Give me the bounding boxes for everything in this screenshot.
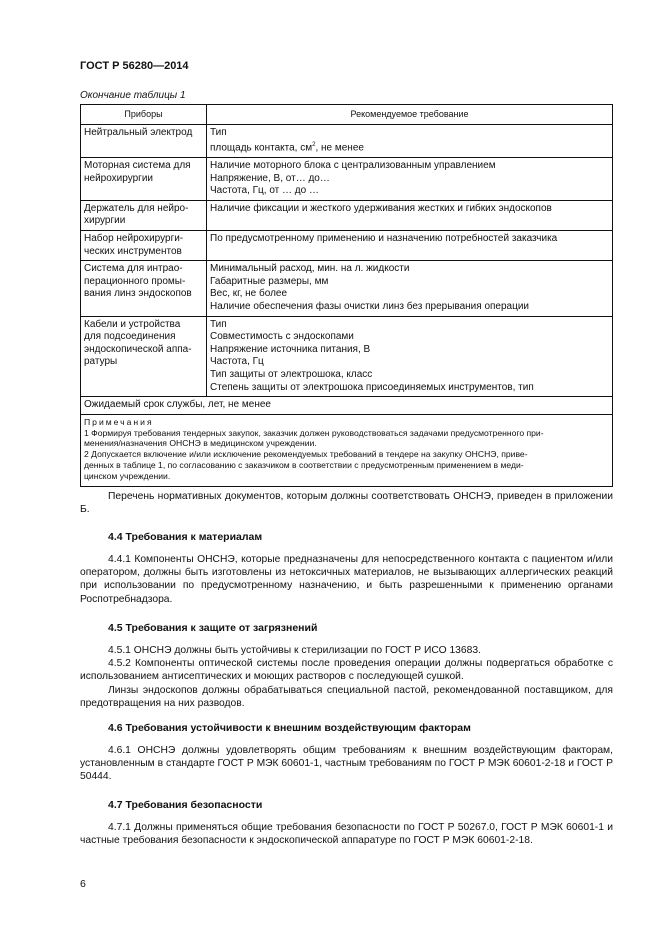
requirement-line: Наличие фиксации и жесткого удерживания жестких и гибких эндоскопов (210, 202, 552, 214)
table-caption: Окончание таблицы 1 (80, 90, 186, 101)
requirement-cell (207, 231, 613, 261)
table-row (81, 158, 613, 201)
device-line: Система для интрао- (84, 263, 183, 275)
note-line: цинском учреждении. (84, 470, 171, 481)
device-line: Набор нейрохирурги- (84, 233, 184, 245)
device-line: эндоскопической аппа- (84, 343, 192, 355)
device-cell (81, 261, 207, 316)
paragraph-4-5-1: 4.5.1 ОНСНЭ должны быть устойчивы к стерилизации по ГОСТ Р ИСО 13683. (108, 645, 481, 656)
document-code: ГОСТ Р 56280—2014 (80, 60, 189, 72)
requirement-cell (207, 124, 613, 158)
section-title-4-5: 4.5 Требования к защите от загрязнений (108, 622, 318, 634)
table-header-row (81, 105, 613, 125)
page-number: 6 (80, 878, 86, 890)
requirement-cell (207, 261, 613, 316)
note-line: менения/назначения ОНСНЭ в медицинском учреждении. (84, 438, 317, 449)
table-row (81, 231, 613, 261)
device-line: ческих инструментов (84, 245, 182, 257)
requirements-table (80, 104, 613, 487)
requirement-line: По предусмотренному применению и назначению потребностей заказчика (210, 233, 558, 245)
column-header-requirement: Рекомендуемое требование (207, 105, 613, 125)
requirement-line: Частота, Гц (210, 356, 264, 368)
requirement-line: Степень защиты от электрошока присоединяемых инструментов, тип (210, 381, 534, 393)
requirement-line: Наличие обеспечения фазы очистки линз без прерывания операции (210, 301, 530, 313)
requirement-line: Наличие моторного блока с централизованным управлением (210, 160, 496, 172)
paragraph-4-6-1: 4.6.1 ОНСНЭ должны удовлетворять общим требованиям к внешним воздействующим факторам, установленным в стандарте ГОСТ Р МЭК 60601-1, частным требованиям по ГОСТ Р МЭК 60601-2-18 и ГОСТ Р 50444. (80, 745, 613, 783)
paragraph-4-5-2: 4.5.2 Компоненты оптической системы после проведения операции должны подвергаться обработке с использованием антисептических и моющих растворов с последующей сушкой. (80, 658, 613, 683)
requirement-line: Вес, кг, не более (210, 288, 288, 300)
table-row (81, 261, 613, 316)
table-row (81, 124, 613, 158)
device-line: Держатель для нейро- (84, 202, 189, 214)
table-row (81, 316, 613, 397)
paragraph-4-4-1: 4.4.1 Компоненты ОНСНЭ, которые предназначены для непосредственного контакта с пациентом и/или оператором, должны быть изготовлены из нетоксичных материалов, не вызывающих аллергических реакций при использовании по предусмотренному назначению, и быть разрешенными к применению органами Роспотребнадзора. (80, 554, 613, 605)
device-line: для подсоединения (84, 331, 176, 343)
note-line: денных в таблице 1, по согласованию с заказчиком в соответствии с предусмотренным применением в меди- (84, 459, 524, 470)
notes-cell (81, 414, 613, 486)
requirement-line: Габаритные размеры, мм (210, 275, 329, 287)
note-line: 2 Допускается включение и/или исключение рекомендуемых требований в тендере на закупку ОНСНЭ, приве- (84, 449, 528, 460)
notes-title: Примечания (84, 416, 154, 427)
requirement-line: Тип (210, 126, 227, 138)
requirement-line: Напряжение, В, от… до… (210, 172, 330, 184)
requirement-line: площадь контакта, $см^2$, не менее (210, 142, 364, 154)
requirement-line: Частота, Гц, от … до … (210, 185, 319, 197)
device-cell (81, 231, 207, 261)
requirement-cell (207, 200, 613, 230)
requirement-line: Напряжение источника питания, В (210, 343, 371, 355)
requirement-line: Совместимость с эндоскопами (210, 331, 354, 343)
section-title-4-7: 4.7 Требования безопасности (108, 799, 263, 811)
device-line: хирургии (84, 215, 126, 227)
requirement-line: Минимальный расход, мин. на л. жидкости (210, 263, 410, 275)
paragraph-lenses: Линзы эндоскопов должны обрабатываться специальной пастой, рекомендованной поставщиком, для предотвращения на них разводов. (80, 684, 613, 709)
column-header-devices: Приборы (81, 105, 207, 125)
lifetime-cell: Ожидаемый срок службы, лет, не менее (81, 397, 613, 415)
requirement-line: Тип защиты от электрошока, класс (210, 369, 373, 381)
section-title-4-4: 4.4 Требования к материалам (108, 531, 263, 543)
device-cell (81, 124, 207, 158)
device-cell (81, 158, 207, 201)
device-line: нейрохирургии (84, 172, 153, 184)
section-title-4-6: 4.6 Требования устойчивости к внешним воздействующим факторам (108, 722, 471, 734)
paragraph-4-7-1: 4.7.1 Должны применяться общие требования безопасности по ГОСТ Р 50267.0, ГОСТ Р МЭК 60601-1 и частные требования безопасности к эндоскопической аппаратуре по ГОСТ Р МЭК 60601-2-18. (80, 822, 613, 847)
device-line: Кабели и устройства (84, 318, 181, 330)
requirement-line: Тип (210, 318, 227, 330)
paragraph-normative-list: Перечень нормативных документов, которым должны соответствовать ОНСНЭ, приведен в приложении Б. (80, 491, 613, 516)
requirement-cell (207, 158, 613, 201)
device-line: перационного промы- (84, 275, 186, 287)
device-cell (81, 316, 207, 397)
device-line: Моторная система для (84, 160, 191, 172)
table-notes-row (81, 414, 613, 486)
superscript: 2 (312, 142, 316, 149)
device-cell (81, 200, 207, 230)
table-row-lifetime (81, 397, 613, 415)
requirement-cell (207, 316, 613, 397)
device-line: вания линз эндоскопов (84, 288, 192, 300)
device-line: Нейтральный электрод (84, 126, 193, 138)
device-line: ратуры (84, 356, 118, 368)
note-line: 1 Формируя требования тендерных закупок, заказчик должен руководствоваться задачами предусмотренного при- (84, 427, 544, 438)
paragraph-4-5 (80, 644, 613, 710)
table-row (81, 200, 613, 230)
